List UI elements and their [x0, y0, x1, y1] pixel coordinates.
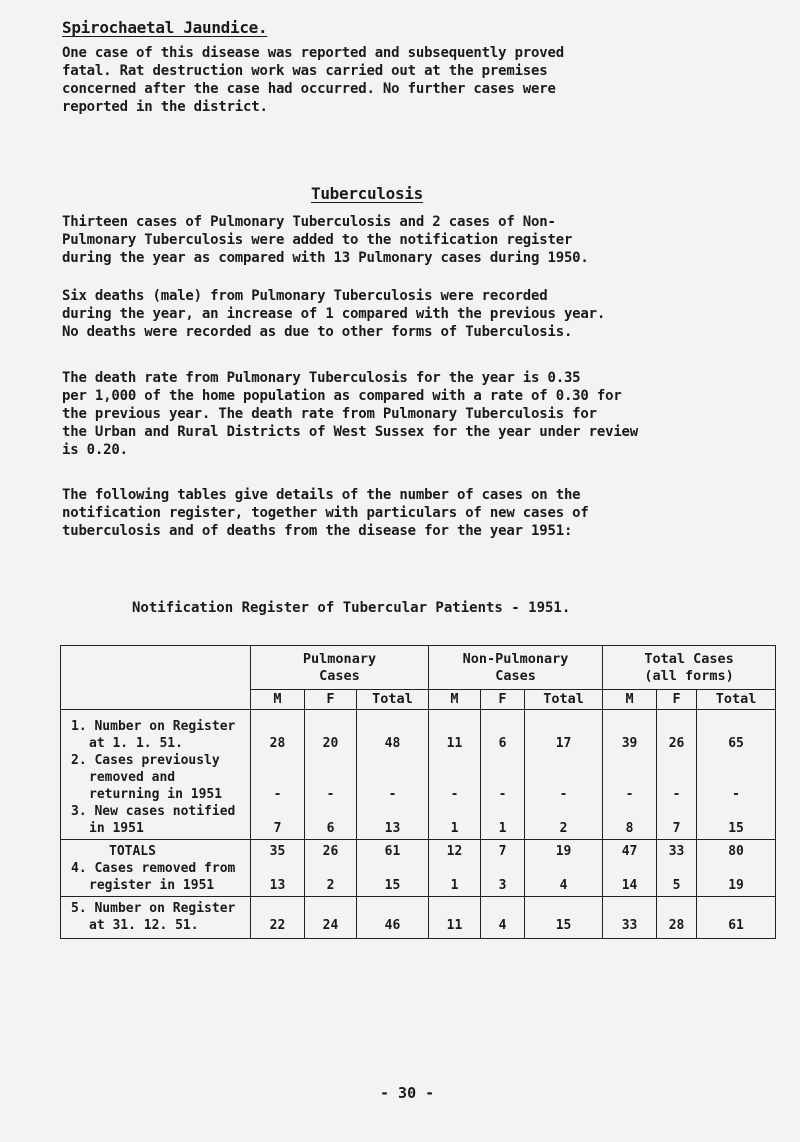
- group-header-line: Cases: [495, 667, 536, 684]
- row-label: at 1. 1. 51.: [89, 736, 183, 751]
- tuberculosis-paragraph-1: [62, 213, 752, 267]
- group-header-line: Non-Pulmonary: [462, 650, 569, 667]
- table-cell: -: [672, 787, 681, 802]
- table-cell: -: [559, 787, 568, 802]
- cell-stack: [481, 897, 525, 939]
- notification-register-table: [60, 645, 776, 939]
- table-cell: 3: [498, 878, 507, 893]
- cell-stack: [481, 710, 525, 840]
- table-cell: 15: [728, 821, 744, 836]
- table-cell: 28: [668, 918, 685, 933]
- table-cell: 33: [668, 844, 685, 859]
- table-cell: 2: [559, 821, 568, 836]
- row-label: removed and: [89, 770, 176, 785]
- row-label: 5. Number on Register: [71, 901, 236, 916]
- row-label: 2. Cases previously: [71, 753, 220, 768]
- tuberculosis-paragraph-3: [62, 369, 752, 459]
- table-cell: 19: [728, 878, 744, 893]
- table-cell: 48: [384, 736, 401, 751]
- cell-stack: [697, 897, 776, 939]
- text-line: Thirteen cases of Pulmonary Tuberculosis and 2 cases of Non-: [62, 214, 556, 230]
- table-body-block-c: [61, 897, 776, 939]
- table-cell: 19: [555, 844, 572, 859]
- group-header-pulmonary: [251, 646, 429, 690]
- cell-stack: [429, 710, 481, 840]
- spirochaetal-heading: Spirochaetal Jaundice.: [62, 18, 268, 37]
- text-line: reported in the district.: [62, 99, 268, 115]
- row-label: 1. Number on Register: [71, 719, 236, 734]
- column-header: Total: [697, 690, 776, 710]
- cell-stack: [305, 897, 357, 939]
- table-cell: 8: [625, 821, 634, 836]
- column-header: Total: [357, 690, 429, 710]
- table-cell: 7: [672, 821, 681, 836]
- cell-stack: [603, 710, 657, 840]
- group-header-line: Cases: [319, 667, 360, 684]
- cell-stack: [481, 840, 525, 897]
- text-line: Six deaths (male) from Pulmonary Tuberculosis were recorded: [62, 288, 548, 304]
- table-cell: 15: [384, 878, 401, 893]
- column-header: F: [481, 690, 525, 710]
- table-cell: 80: [728, 844, 744, 859]
- table-cell: 46: [384, 918, 401, 933]
- text-line: during the year as compared with 13 Pulmonary cases during 1950.: [62, 250, 589, 266]
- table-cell: 17: [555, 736, 572, 751]
- table-caption: Notification Register of Tubercular Patients - 1951.: [132, 600, 571, 616]
- table-cell: 11: [446, 918, 463, 933]
- table-cell: 4: [559, 878, 568, 893]
- table-cell: 2: [326, 878, 335, 893]
- row-labels-totals-4: [61, 840, 251, 897]
- row-labels-1-3: [61, 710, 251, 840]
- row-label: in 1951: [89, 821, 144, 836]
- table-cell: 47: [621, 844, 638, 859]
- table-cell: 4: [498, 918, 507, 933]
- table-cell: 39: [621, 736, 638, 751]
- table-cell: 7: [498, 844, 507, 859]
- group-header-line: Pulmonary: [302, 650, 377, 667]
- cell-stack: [357, 897, 429, 939]
- text-line: the previous year. The death rate from Pulmonary Tuberculosis for: [62, 406, 597, 422]
- cell-stack: [525, 840, 603, 897]
- group-header-total: [603, 646, 776, 690]
- cell-stack: [603, 840, 657, 897]
- row-label: at 31. 12. 51.: [89, 918, 199, 933]
- cell-stack: [251, 710, 305, 840]
- tuberculosis-heading: Tuberculosis: [311, 184, 423, 203]
- cell-stack: [657, 710, 697, 840]
- cell-stack: [657, 840, 697, 897]
- table-cell: 1: [450, 878, 459, 893]
- text-line: notification register, together with particulars of new cases of: [62, 505, 589, 521]
- table-cell: 1: [450, 821, 459, 836]
- table-cell: 61: [728, 918, 744, 933]
- table-group-header-row: [61, 646, 776, 690]
- table-cell: 12: [446, 844, 463, 859]
- cell-stack: [603, 897, 657, 939]
- table-cell: 6: [498, 736, 507, 751]
- text-line: during the year, an increase of 1 compared with the previous year.: [62, 306, 606, 322]
- text-line: per 1,000 of the home population as compared with a rate of 0.30 for: [62, 388, 622, 404]
- table-cell: 13: [269, 878, 286, 893]
- table-cell: 35: [269, 844, 286, 859]
- cell-stack: [305, 840, 357, 897]
- table-body-block-a: [61, 710, 776, 840]
- table-cell: 6: [326, 821, 335, 836]
- group-header-line: (all forms): [644, 667, 734, 684]
- row-labels-5: [61, 897, 251, 939]
- cell-stack: [305, 710, 357, 840]
- cell-stack: [357, 710, 429, 840]
- table-cell: -: [388, 787, 397, 802]
- text-line: One case of this disease was reported and subsequently proved: [62, 45, 564, 61]
- table-cell: -: [498, 787, 507, 802]
- table-cell: -: [732, 787, 740, 802]
- table-cell: 20: [322, 736, 339, 751]
- cell-stack: [657, 897, 697, 939]
- table-cell: 7: [273, 821, 282, 836]
- table-cell: 33: [621, 918, 638, 933]
- cell-stack: [357, 840, 429, 897]
- text-line: The death rate from Pulmonary Tuberculosis for the year is 0.35: [62, 370, 581, 386]
- table-cell: 26: [668, 736, 685, 751]
- row-label: register in 1951: [89, 878, 215, 893]
- table-cell: 14: [621, 878, 638, 893]
- row-label: TOTALS: [109, 844, 156, 859]
- text-line: is 0.20.: [62, 442, 128, 458]
- column-header: Total: [525, 690, 603, 710]
- text-line: fatal. Rat destruction work was carried out at the premises: [62, 63, 548, 79]
- table-cell: 5: [672, 878, 681, 893]
- column-header: F: [305, 690, 357, 710]
- table-cell: 15: [555, 918, 572, 933]
- table-cell: -: [450, 787, 459, 802]
- table-cell: 26: [322, 844, 339, 859]
- table-cell: 28: [269, 736, 286, 751]
- cell-stack: [429, 897, 481, 939]
- column-header: M: [429, 690, 481, 710]
- text-line: No deaths were recorded as due to other forms of Tuberculosis.: [62, 324, 573, 340]
- cell-stack: [525, 897, 603, 939]
- group-header-line: Total Cases: [644, 650, 734, 667]
- column-header: M: [603, 690, 657, 710]
- cell-stack: [697, 710, 776, 840]
- cell-stack: [251, 840, 305, 897]
- column-header: F: [657, 690, 697, 710]
- table-cell: 24: [322, 918, 339, 933]
- table-cell: -: [326, 787, 335, 802]
- tuberculosis-paragraph-4: [62, 486, 752, 540]
- table-cell: 1: [498, 821, 507, 836]
- cell-stack: [429, 840, 481, 897]
- cell-stack: [525, 710, 603, 840]
- table-cell: -: [273, 787, 282, 802]
- table-cell: -: [625, 787, 634, 802]
- column-header: M: [251, 690, 305, 710]
- row-label: returning in 1951: [89, 787, 223, 802]
- text-line: Pulmonary Tuberculosis were added to the notification register: [62, 232, 573, 248]
- spirochaetal-paragraph: [62, 44, 752, 116]
- text-line: tuberculosis and of deaths from the disease for the year 1951:: [62, 523, 573, 539]
- cell-stack: [251, 897, 305, 939]
- table-cell: 11: [446, 736, 463, 751]
- table-cell: 22: [269, 918, 286, 933]
- table-cell: 65: [728, 736, 744, 751]
- table-cell: 61: [384, 844, 401, 859]
- row-label: 3. New cases notified: [71, 804, 236, 819]
- tuberculosis-paragraph-2: [62, 287, 752, 341]
- row-label: 4. Cases removed from: [71, 861, 236, 876]
- table-cell: 13: [384, 821, 401, 836]
- row-label-header: [61, 646, 251, 710]
- cell-stack: [697, 840, 776, 897]
- text-line: concerned after the case had occurred. No further cases were: [62, 81, 556, 97]
- group-header-non-pulmonary: [429, 646, 603, 690]
- table-body-block-b: [61, 840, 776, 897]
- text-line: The following tables give details of the number of cases on the: [62, 487, 581, 503]
- page-number: - 30 -: [380, 1084, 435, 1102]
- text-line: the Urban and Rural Districts of West Sussex for the year under review: [62, 424, 639, 440]
